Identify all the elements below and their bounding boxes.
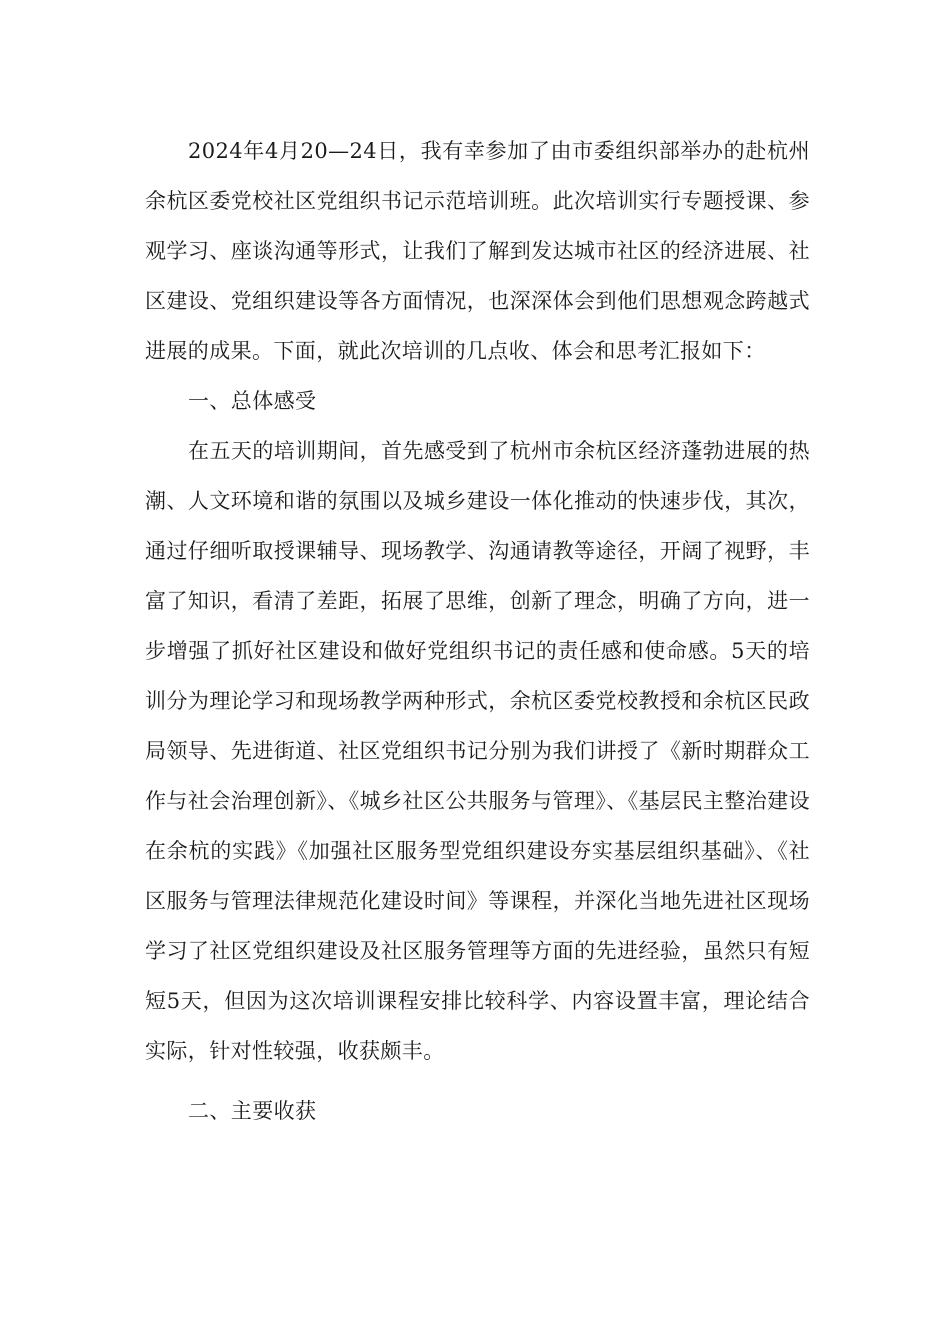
- section-heading-overall-feelings: 一、总体感受: [188, 389, 317, 413]
- intro-paragraph: 2024年4月20—24日，我有幸参加了由市委组织部举办的赴杭州余杭区委党校社区党组织书记示范培训班。此次培训实行专题授课、参观学习、座谈沟通等形式，让我们了解到发达城市社区的经济进展、社区建设、党组织建设等各方面情况，也深深体会到他们思想观念跨越式进展的成果。下面，就此次培训的几点收、体会和思考汇报如下：: [145, 139, 810, 363]
- document-body: [145, 126, 810, 1136]
- section-heading-main-gains: 二、主要收获: [188, 1099, 317, 1123]
- section-1-paragraph: 在五天的培训期间，首先感受到了杭州市余杭区经济蓬勃进展的热潮、人文环境和谐的氛围以及城乡建设一体化推动的快速步伐，其次，通过仔细听取授课辅导、现场教学、沟通请教等途径，开阔了视野，丰富了知识，看清了差距，拓展了思维，创新了理念，明确了方向，进一步增强了抓好社区建设和做好党组织书记的责任感和使命感。5天的培训分为理论学习和现场教学两种形式，余杭区委党校教授和余杭区民政局领导、先进街道、社区党组织书记分别为我们讲授了《新时期群众工作与社会治理创新》、《城乡社区公共服务与管理》、《基层民主整治建设在余杭的实践》《加强社区服务型党组织建设夯实基层组织基础》、《社区服务与管理法律规范化建设时间》等课程，并深化当地先进社区现场学习了社区党组织建设及社区服务管理等方面的先进经验，虽然只有短短5天，但因为这次培训课程安排比较科学、内容设置丰富，理论结合实际，针对性较强，收获颇丰。: [145, 439, 810, 1063]
